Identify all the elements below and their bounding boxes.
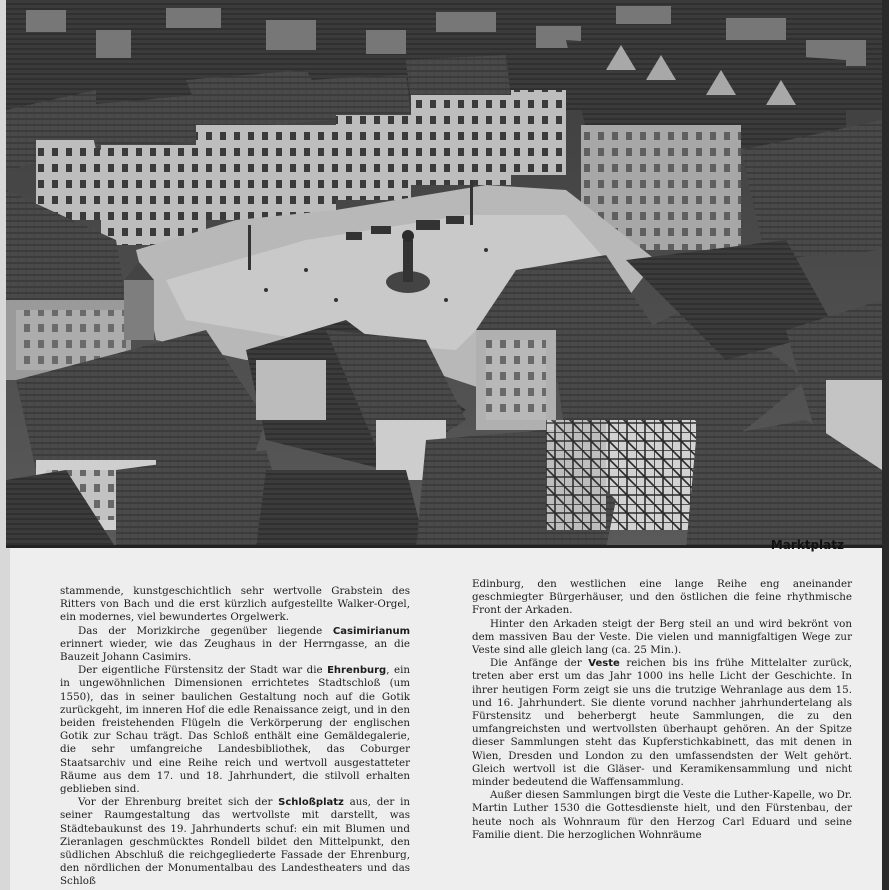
paragraph-text: Das der Morizkirche gegenüber liegende [78, 624, 333, 637]
paragraph-text: Der eigentliche Fürstensitz der Stadt war die [78, 664, 328, 677]
paragraph [472, 657, 852, 789]
paragraph-text: aus, der in seiner Raumgestaltung das wertvollste mit darstellt, was Städtebaukunst des 19. Jahrhunderts schuf: ein mit Blumen und Zieranlagen geschmücktes Rondell bildet den Mittelpunkt, den südlichen Abschluß die reichgegliederte Fassade der Ehrenburg, den nördlichen der Monumentalbau des Landestheaters und das Schloß [60, 796, 410, 888]
photo-caption: Marktplatz [770, 538, 844, 552]
paragraph-text: Edinburg, den westlichen eine lange Reihe eng aneinander geschmiegter Bürgerhäuser, und den östlichen die feine rhythmische Front der Arkaden. [472, 578, 852, 617]
paragraph [60, 796, 410, 888]
page-edge-right [882, 0, 889, 890]
paragraph-text: reichen bis ins frühe Mittelalter zurück, treten aber erst um das Jahr 1000 ins helle Licht der Geschichte. In ihrer heutigen Form zeigt sie uns die trutzige Wehranlage aus dem 15. und 16. Jahrhundert. Sie diente vorund nachher jahrhundertelang als Fürstensitz und beherbergt heute Sammlungen, die zu den umfangreichsten und wertvollsten überhaupt gehören. An der Spitze dieser Sammlungen steht das Kupferstichkabinett, das mit denen in Wien, Dresden und London zu den umfassendsten der Welt gehört. Gleich wertvoll ist die Gläser- und Keramikensammlung und nicht minder bedeutend die Waffensammlung. [472, 657, 852, 789]
text-column-left [60, 585, 410, 889]
bold-term: Veste [588, 658, 620, 670]
bold-term: Schloßplatz [278, 797, 344, 809]
paragraph-text: erinnert wieder, wie das Zeughaus in der Herrngasse, an die Bauzeit Johann Casimirs. [60, 637, 410, 664]
paragraph-text: Die Anfänge der [490, 657, 589, 670]
marketplace-photo [6, 0, 882, 548]
paragraph-text: Hinter den Arkaden steigt der Berg steil an und wird bekrönt von dem massiven Bau der Veste. Die vielen und mannigfaltigen Wege zur Veste sind alle gleich lang (ca. 25 Min.). [472, 617, 852, 657]
paragraph [60, 585, 410, 625]
paragraph [472, 618, 852, 658]
paragraph [472, 578, 852, 618]
bold-term: Casimirianum [332, 625, 410, 637]
paragraph [60, 664, 410, 796]
paragraph [472, 789, 852, 842]
text-column-right [472, 578, 852, 842]
paragraph-text: Vor der Ehrenburg breitet sich der [78, 796, 279, 809]
paragraph [60, 625, 410, 665]
paragraph-text: , ein in ungewöhnlichen Dimensionen errichtetes Stadtschloß (um 1550), das in seiner baulichen Gestaltung noch auf die Gotik zurückgeht, im inneren Hof die edle Renaissance zeigt, und in den beiden freistehenden Flügeln die Verkörperung der englischen Gotik zur Schau trägt. Das Schloß enthält eine Gemäldegalerie, die sehr umfangreiche Landesbibliothek, das Coburger Staatsarchiv und eine Reihe reich und wertvoll ausgestatteter Räume aus dem 17. und 18. Jahrhundert, die stilvoll erhalten geblieben sind. [60, 664, 410, 796]
bold-term: Ehrenburg [327, 665, 387, 677]
paragraph-text: stammende, kunstgeschichtlich sehr wertvolle Grabstein des Ritters von Bach und die erst kürzlich aufgestellte Walker-Orgel, ein modernes, viel bewundertes Orgelwerk. [60, 585, 410, 624]
paragraph-text: Außer diesen Sammlungen birgt die Veste die Luther-Kapelle, wo Dr. Martin Luther 1530 die Gottesdienste hielt, und den Fürstenbau, der heute noch als Wohnraum für den Herzog Carl Eduard und seine Familie dient. Die herzoglichen Wohnräume [472, 789, 852, 841]
